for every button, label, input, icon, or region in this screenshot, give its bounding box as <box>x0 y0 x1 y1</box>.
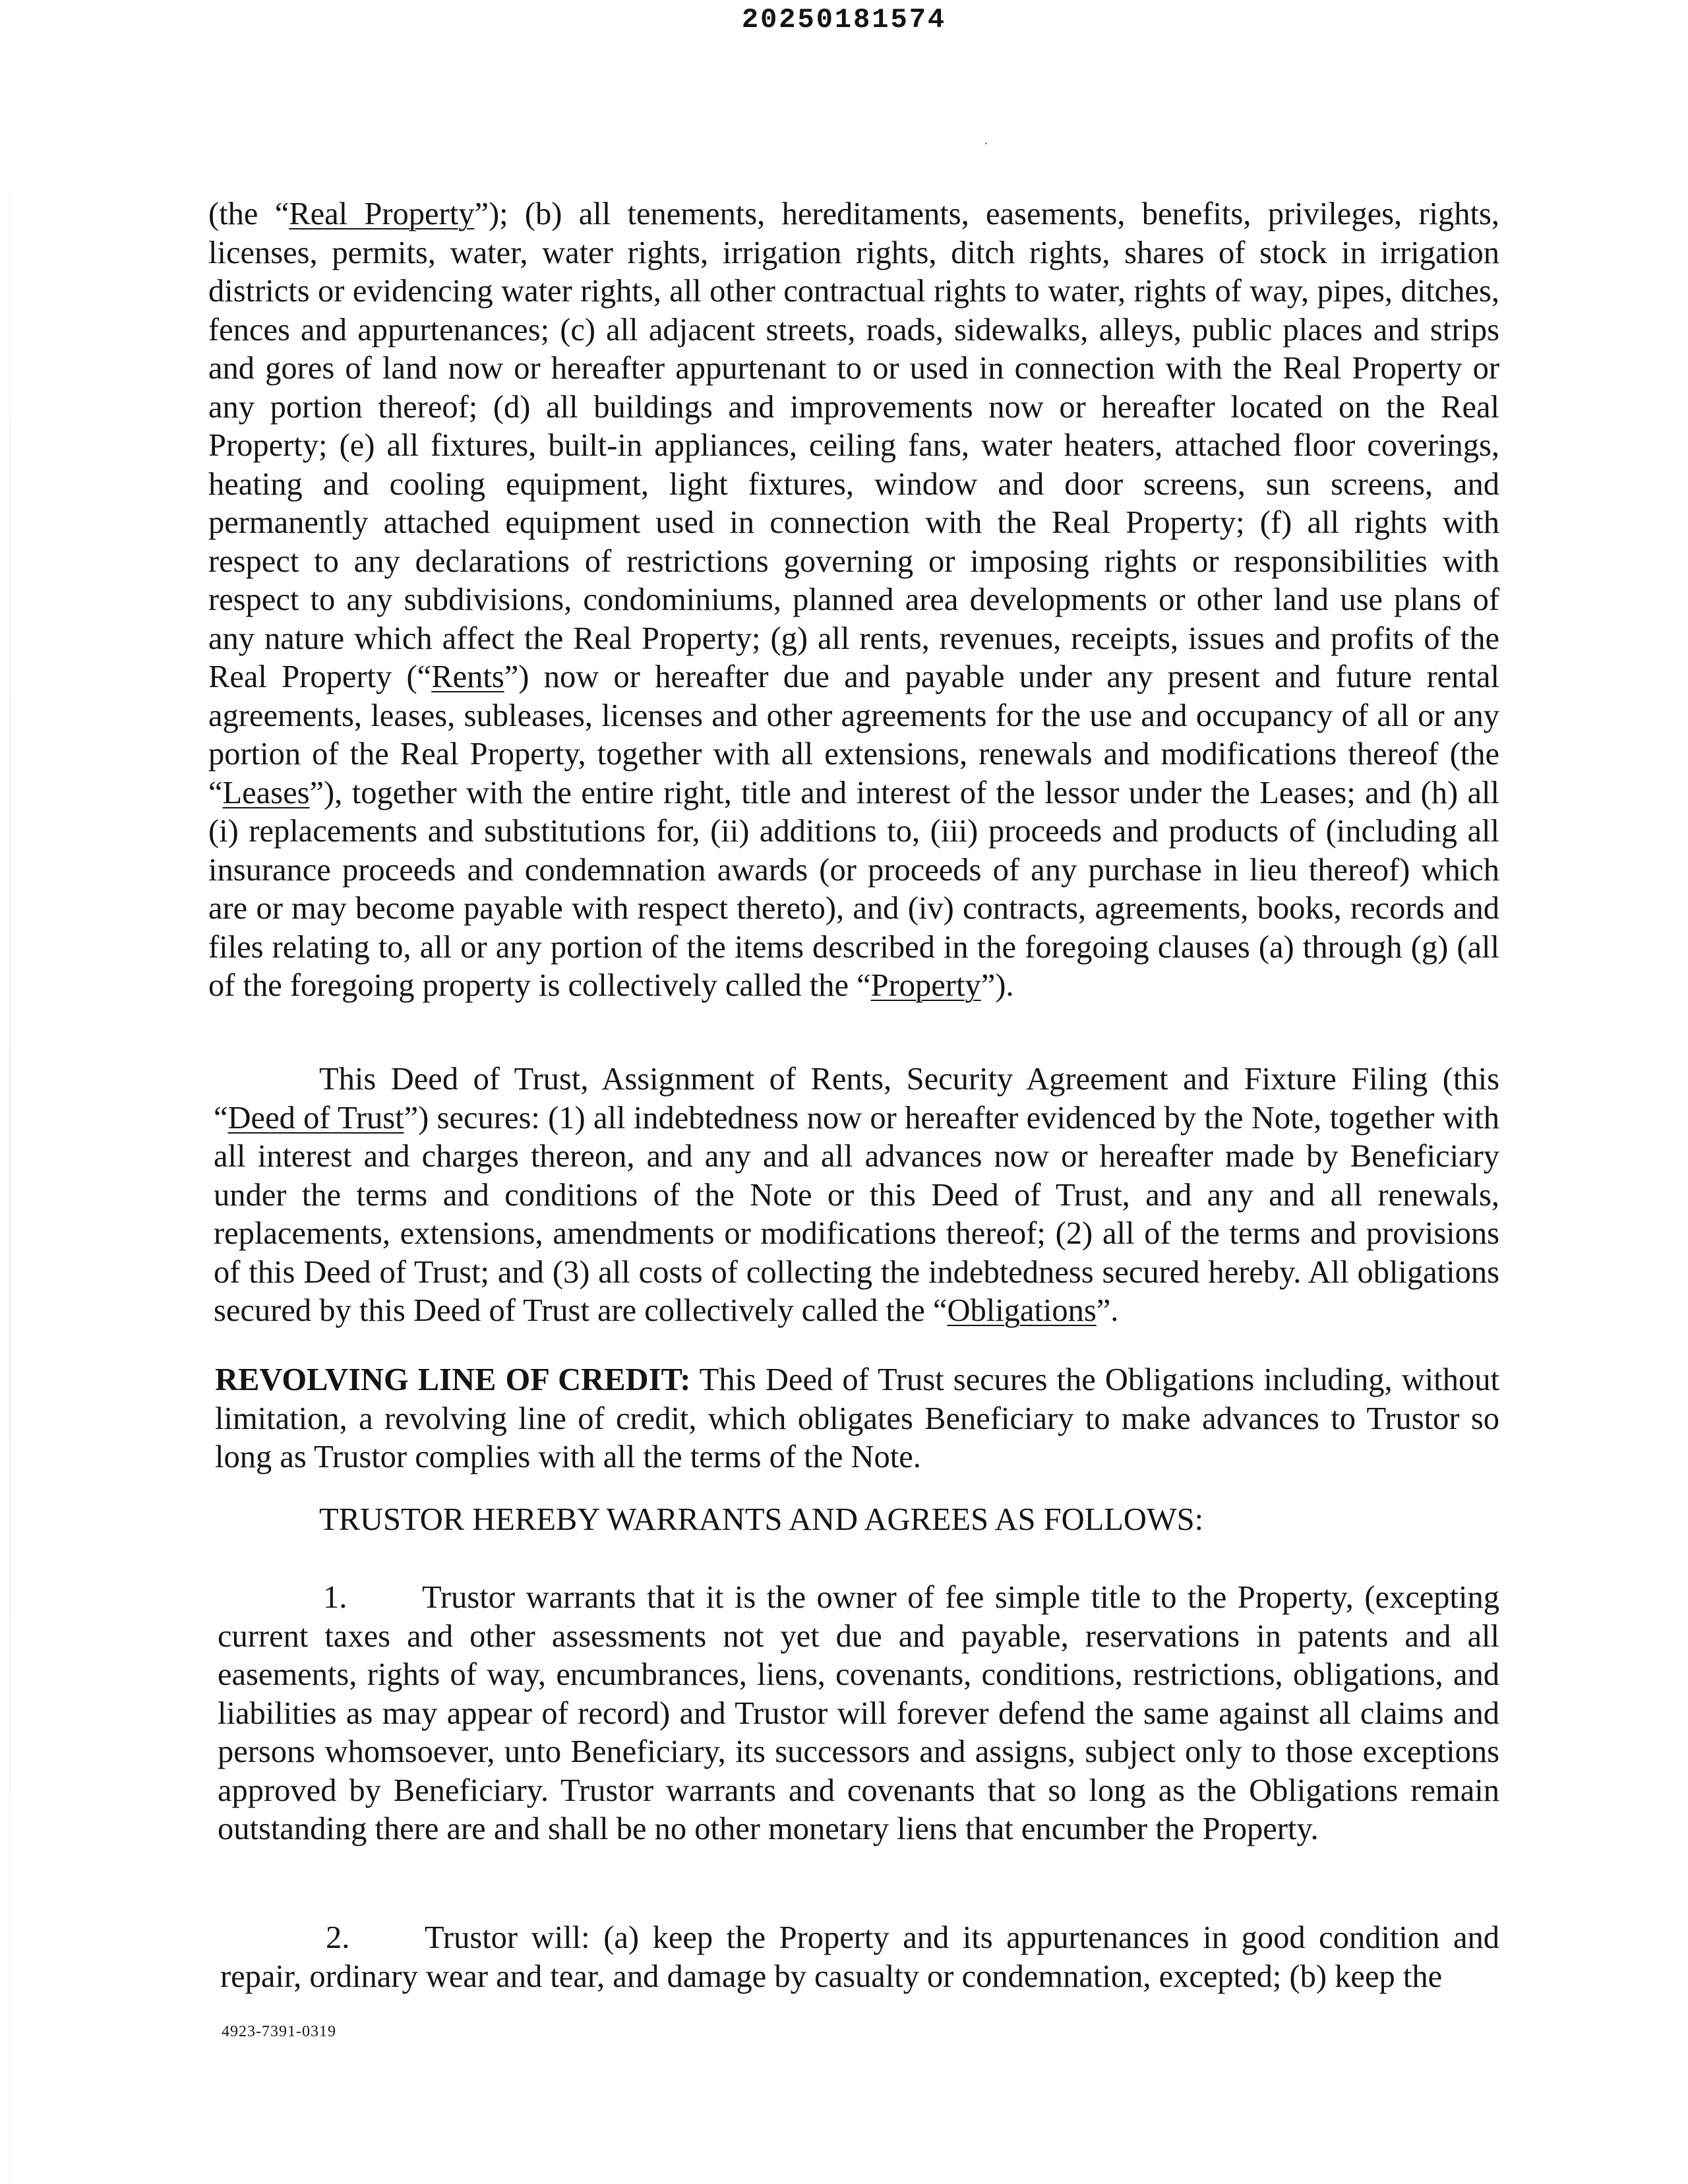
clause-number: 1. <box>323 1580 347 1615</box>
defined-term-property: Property <box>870 968 981 1003</box>
defined-term-obligations: Obligations <box>947 1293 1097 1328</box>
document-footer-code: 4923-7391-0319 <box>222 2023 336 2040</box>
heading-trustor-warrants: TRUSTOR HEREBY WARRANTS AND AGREES AS FOLLOWS: <box>319 1502 1204 1537</box>
paragraph-property-definition: (the “Real Property”); (b) all tenements, hereditaments, easements, benefits, privileges, rights, licenses, permits, water, water rights, irrigation rights, ditch rights, shares of stock in irrigation districts or evidencing water rights, all other contractual rights to water, rights of way, pipes, ditches, fences and appurtenances; (c) all adjacent streets, roads, sidewalks, alleys, public places and strips and gores of land now or hereafter appurtenant to or used in connection with the Real Property or any portion thereof; (d) all buildings and improvements now or hereafter located on the Real Property; (e) all fixtures, built-in appliances, ceiling fans, water heaters, attached floor coverings, heating and cooling equipment, light fixtures, window and door screens, sun screens, and permanently attached equipment used in connection with the Real Property; (f) all rights with respect to any declarations of restrictions governing or imposing rights or responsibilities with respect to any subdivisions, condominiums, planned area developments or other land use plans of any nature which affect the Real Property; (g) all rents, revenues, receipts, issues and profits of the Real Property (“Rents”) now or hereafter due and payable under any present and future rental agreements, leases, subleases, licenses and other agreements for the use and occupancy of all or any portion of the Real Property, together with all extensions, renewals and modifications thereof (the “Leases”), together with the entire right, title and interest of the lessor under the Leases; and (h) all (i) replacements and substitutions for, (ii) additions to, (iii) proceeds and products of (including all insurance proceeds and condemnation awards (or proceeds of any purchase in lieu thereof) which are or may become payable with respect thereto), and (iv) contracts, agreements, books, records and files relating to, all or any portion of the items described in the foregoing clauses (a) through (g) (all of the foregoing property is collectively called the “Property”). <box>208 197 1500 1003</box>
defined-term-deed-of-trust: Deed of Trust <box>227 1100 404 1136</box>
defined-term-real-property: Real Property <box>289 197 475 231</box>
defined-term-rents: Rents <box>431 659 504 694</box>
clause-number: 2. <box>326 1920 350 1955</box>
paragraph-clause-2: 2. Trustor will: (a) keep the Property and its appurtenances in good condition and repair, ordinary wear and tear, and damage by casualty or condemnation, excepted; (b) keep the <box>220 1920 1499 1994</box>
paragraph-deed-of-trust-secures: This Deed of Trust, Assignment of Rents, Security Agreement and Fixture Filing (this “Deed of Trust”) secures: (1) all indebtedness now or hereafter evidenced by the Note, together with all interest and charges thereon, and any and all advances now or hereafter made by Beneficiary under the terms and conditions of the Note or this Deed of Trust, and any and all renewals, replacements, extensions, amendments or modifications thereof; (2) all of the terms and provisions of this Deed of Trust; and (3) all costs of collecting the indebtedness secured hereby. All obligations secured by this Deed of Trust are collectively called the “Obligations”. <box>214 1062 1499 1328</box>
scan-speck <box>985 142 987 144</box>
scan-edge-shadow <box>9 0 11 2184</box>
paragraph-revolving-line-of-credit: REVOLVING LINE OF CREDIT: This Deed of Trust secures the Obligations including, without limitation, a revolving line of credit, which obligates Beneficiary to make advances to Trustor so long as Trustor complies with all the terms of the Note. <box>215 1362 1499 1474</box>
paragraph-clause-1: 1. Trustor warrants that it is the owner of fee simple title to the Property, (excepting current taxes and other assessments not yet due and payable, reservations in patents and all easements, rights of way, encumbrances, liens, covenants, conditions, restrictions, obligations, and liabilities as may appear of record) and Trustor will forever defend the same against all claims and persons whomsoever, unto Beneficiary, its successors and assigns, subject only to those exceptions approved by Beneficiary. Trustor warrants and covenants that so long as the Obligations remain outstanding there are and shall be no other monetary liens that encumber the Property. <box>218 1580 1499 1846</box>
defined-term-leases: Leases <box>222 775 310 810</box>
section-heading-revolving-credit: REVOLVING LINE OF CREDIT: <box>215 1362 691 1397</box>
document-recording-number: 20250181574 <box>741 4 947 36</box>
